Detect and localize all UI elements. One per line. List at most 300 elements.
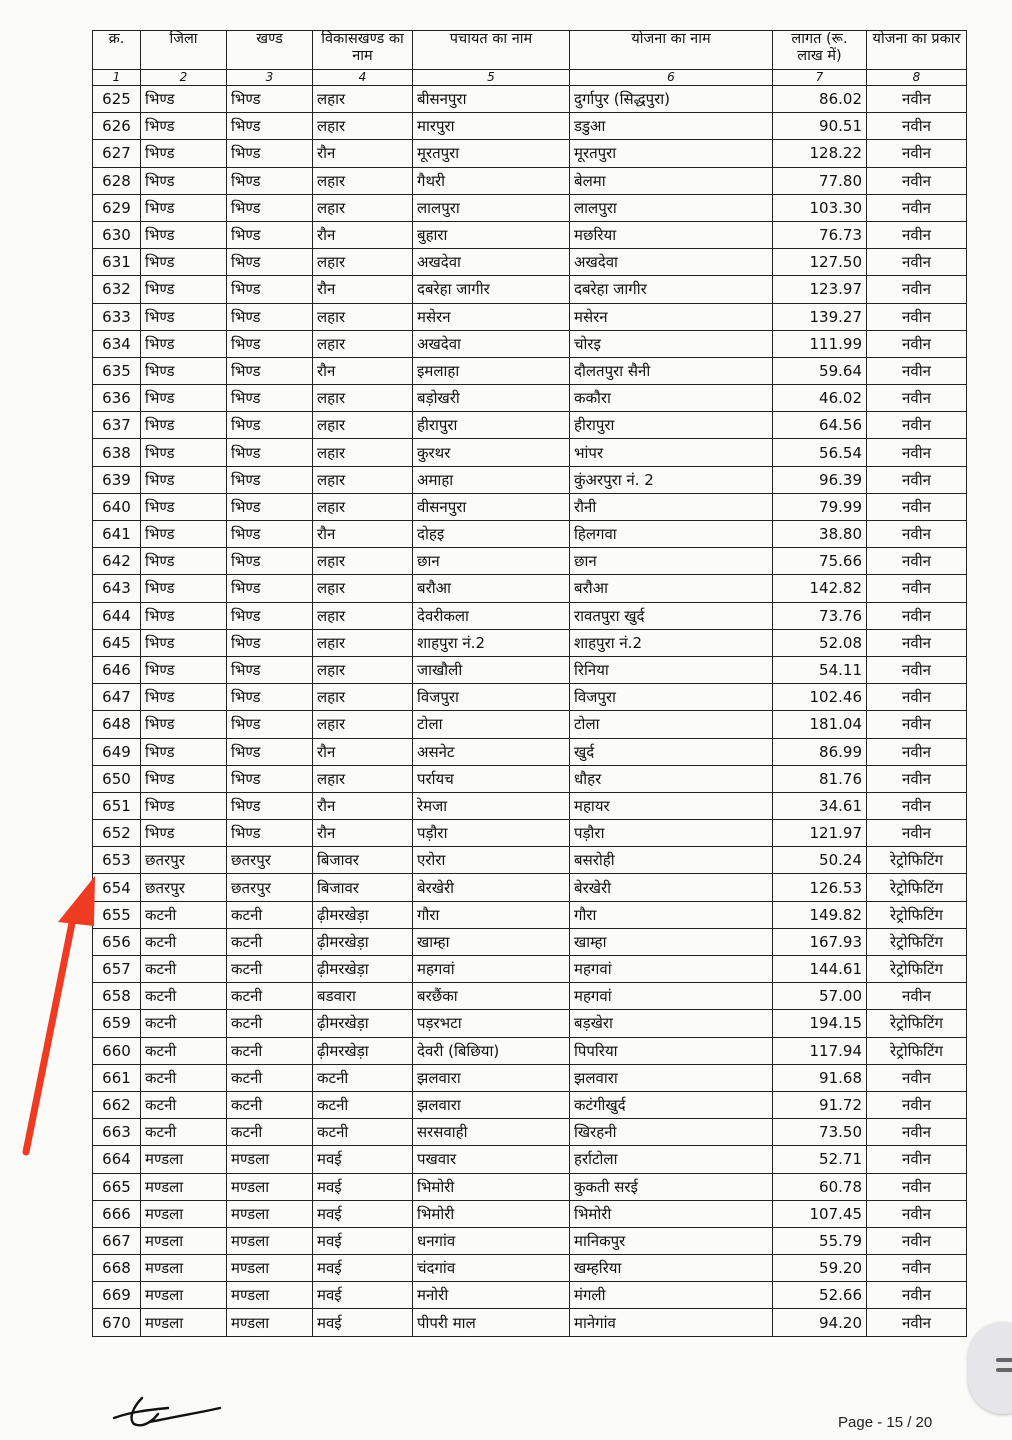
table-cell: नवीन [867, 1200, 967, 1227]
table-cell: 75.66 [773, 548, 867, 575]
scroll-handle-icon[interactable] [968, 1322, 1012, 1414]
table-cell: भिण्ड [141, 249, 227, 276]
table-cell: रावतपुरा खुर्द [570, 602, 773, 629]
table-cell: बसरोही [570, 847, 773, 874]
table-cell: रौनी [570, 493, 773, 520]
table-cell: मवई [313, 1173, 413, 1200]
column-number: 4 [313, 70, 413, 86]
table-cell: लहार [313, 249, 413, 276]
table-cell: 660 [93, 1037, 141, 1064]
table-cell: भिण्ड [227, 439, 313, 466]
table-cell: बिजावर [313, 847, 413, 874]
table-cell: 86.99 [773, 738, 867, 765]
table-cell: मंगली [570, 1282, 773, 1309]
table-cell: भिण्ड [227, 521, 313, 548]
table-cell: नवीन [867, 548, 967, 575]
table-cell: गैथरी [413, 167, 570, 194]
table-cell: दुर्गापुर (सिद्धपुरा) [570, 86, 773, 113]
table-cell: विजपुरा [570, 684, 773, 711]
table-cell: पीपरी माल [413, 1309, 570, 1336]
table-cell: 144.61 [773, 956, 867, 983]
table-cell: लहार [313, 439, 413, 466]
table-cell: रौन [313, 738, 413, 765]
table-cell: 666 [93, 1200, 141, 1227]
table-cell: लहार [313, 412, 413, 439]
table-cell: मसेरन [570, 303, 773, 330]
table-cell: मवई [313, 1227, 413, 1254]
table-cell: खुर्द [570, 738, 773, 765]
table-cell: लहार [313, 629, 413, 656]
table-cell: मछरिया [570, 221, 773, 248]
table-cell: 111.99 [773, 330, 867, 357]
table-cell: 73.76 [773, 602, 867, 629]
table-cell: 103.30 [773, 194, 867, 221]
table-cell: मण्डला [141, 1282, 227, 1309]
table-cell: रौन [313, 221, 413, 248]
table-cell: पिपरिया [570, 1037, 773, 1064]
table-cell: कटनी [227, 928, 313, 955]
table-cell: 127.50 [773, 249, 867, 276]
table-cell: भिण्ड [141, 330, 227, 357]
table-cell: भिण्ड [227, 357, 313, 384]
table-cell: भिण्ड [141, 765, 227, 792]
table-cell: नवीन [867, 629, 967, 656]
table-cell: झलवारा [570, 1064, 773, 1091]
table-cell: भिण्ड [227, 249, 313, 276]
table-cell: भिमोरी [570, 1200, 773, 1227]
table-cell: ढ़ीमरखेड़ा [313, 1037, 413, 1064]
table-cell: 94.20 [773, 1309, 867, 1336]
table-cell: नवीन [867, 276, 967, 303]
table-cell: भिण्ड [141, 656, 227, 683]
table-cell: हिलगवा [570, 521, 773, 548]
table-cell: रेट्रोफिटिंग [867, 874, 967, 901]
table-cell: लालपुरा [570, 194, 773, 221]
table-cell: बरछैंका [413, 983, 570, 1010]
table-cell: नवीन [867, 1173, 967, 1200]
table-cell: नवीन [867, 1091, 967, 1118]
table-cell: कुंअरपुरा नं. 2 [570, 466, 773, 493]
table-cell: अखदेवा [413, 249, 570, 276]
table-cell: नवीन [867, 521, 967, 548]
table-cell: मण्डला [227, 1309, 313, 1336]
table-cell: रौन [313, 140, 413, 167]
table-cell: 181.04 [773, 711, 867, 738]
table-cell: 646 [93, 656, 141, 683]
table-cell: भिण्ड [227, 330, 313, 357]
table-cell: भिण्ड [227, 548, 313, 575]
table-cell: कटनी [141, 1091, 227, 1118]
table-cell: कटंगीखुर्द [570, 1091, 773, 1118]
table-cell: मवई [313, 1255, 413, 1282]
table-cell: कटनी [141, 983, 227, 1010]
table-cell: लहार [313, 330, 413, 357]
header-cell: योजना का प्रकार [867, 31, 967, 70]
table-cell: 627 [93, 140, 141, 167]
table-cell: खम्हरिया [570, 1255, 773, 1282]
table-cell: भिण्ड [141, 221, 227, 248]
table-cell: लालपुरा [413, 194, 570, 221]
table-cell: शाहपुरा नं.2 [413, 629, 570, 656]
table-cell: भिण्ड [227, 113, 313, 140]
table-cell: नवीन [867, 983, 967, 1010]
table-cell: बड़खेरा [570, 1010, 773, 1037]
table-cell: चोरइ [570, 330, 773, 357]
table-cell: भिण्ड [227, 711, 313, 738]
table-cell: अखदेवा [570, 249, 773, 276]
table-cell: ढ़ीमरखेड़ा [313, 1010, 413, 1037]
table-cell: झलवारा [413, 1091, 570, 1118]
table-cell: भिण्ड [141, 385, 227, 412]
table-cell: कटनी [227, 1119, 313, 1146]
table-cell: कटनी [227, 1037, 313, 1064]
table-cell: नवीन [867, 412, 967, 439]
table-cell: 663 [93, 1119, 141, 1146]
header-cell: विकासखण्ड का नाम [313, 31, 413, 70]
table-cell: 55.79 [773, 1227, 867, 1254]
table-cell: 661 [93, 1064, 141, 1091]
table-cell: ढ़ीमरखेड़ा [313, 928, 413, 955]
table-cell: भिण्ड [141, 602, 227, 629]
table-cell: भिण्ड [141, 276, 227, 303]
table-cell: खाम्हा [413, 928, 570, 955]
table-cell: नवीन [867, 1119, 967, 1146]
table-cell: बिजावर [313, 874, 413, 901]
table-cell: 641 [93, 521, 141, 548]
table-cell: मण्डला [227, 1200, 313, 1227]
table-cell: हीरापुरा [413, 412, 570, 439]
table-cell: नवीन [867, 820, 967, 847]
table-cell: अमाहा [413, 466, 570, 493]
table-cell: नवीन [867, 738, 967, 765]
table-cell: 91.68 [773, 1064, 867, 1091]
table-cell: 635 [93, 357, 141, 384]
table-cell: 644 [93, 602, 141, 629]
table-cell: 76.73 [773, 221, 867, 248]
table-cell: 34.61 [773, 792, 867, 819]
table-cell: नवीन [867, 357, 967, 384]
table-cell: 659 [93, 1010, 141, 1037]
table-cell: बरौआ [570, 575, 773, 602]
table-cell: नवीन [867, 765, 967, 792]
table-cell: भिण्ड [227, 602, 313, 629]
table-cell: महायर [570, 792, 773, 819]
table-cell: 640 [93, 493, 141, 520]
table-cell: 651 [93, 792, 141, 819]
table-cell: महगवां [570, 983, 773, 1010]
table-cell: मूरतपुरा [413, 140, 570, 167]
table-cell: 59.64 [773, 357, 867, 384]
table-cell: भिण्ड [141, 439, 227, 466]
table-cell: 645 [93, 629, 141, 656]
table-cell: 649 [93, 738, 141, 765]
table-cell: 52.08 [773, 629, 867, 656]
column-number: 8 [867, 70, 967, 86]
column-number: 6 [570, 70, 773, 86]
table-cell: मण्डला [141, 1227, 227, 1254]
table-cell: टोला [413, 711, 570, 738]
table-cell: नवीन [867, 303, 967, 330]
table-cell: 633 [93, 303, 141, 330]
table-cell: 107.45 [773, 1200, 867, 1227]
column-number: 1 [93, 70, 141, 86]
table-cell: कटनी [313, 1091, 413, 1118]
table-cell: कटनी [141, 1119, 227, 1146]
table-cell: नवीन [867, 602, 967, 629]
table-cell: भिण्ड [141, 412, 227, 439]
table-cell: 639 [93, 466, 141, 493]
table-cell: 658 [93, 983, 141, 1010]
table-cell: दबरेहा जागीर [413, 276, 570, 303]
table-cell: नवीन [867, 194, 967, 221]
table-cell: मण्डला [227, 1146, 313, 1173]
table-cell: बडवारा [313, 983, 413, 1010]
table-cell: 628 [93, 167, 141, 194]
table-cell: कटनी [141, 901, 227, 928]
table-cell: 38.80 [773, 521, 867, 548]
table-cell: नवीन [867, 249, 967, 276]
table-cell: 630 [93, 221, 141, 248]
table-cell: 167.93 [773, 928, 867, 955]
table-cell: नवीन [867, 86, 967, 113]
table-cell: कटनी [313, 1064, 413, 1091]
table-cell: रौन [313, 276, 413, 303]
table-cell: शाहपुरा नं.2 [570, 629, 773, 656]
table-cell: कटनी [313, 1119, 413, 1146]
table-cell: भिण्ड [141, 113, 227, 140]
table-cell: भिण्ड [141, 357, 227, 384]
table-cell: 662 [93, 1091, 141, 1118]
table-cell: 91.72 [773, 1091, 867, 1118]
header-cell: योजना का नाम [570, 31, 773, 70]
table-cell: भिण्ड [141, 629, 227, 656]
table-cell: मारपुरा [413, 113, 570, 140]
table-cell: नवीन [867, 1227, 967, 1254]
table-cell: भिमोरी [413, 1200, 570, 1227]
table-cell: रौन [313, 357, 413, 384]
table-cell: धौहर [570, 765, 773, 792]
table-cell: विजपुरा [413, 684, 570, 711]
table-cell: 96.39 [773, 466, 867, 493]
table-cell: नवीन [867, 684, 967, 711]
table-cell: लहार [313, 765, 413, 792]
table-cell: छतरपुर [141, 847, 227, 874]
table-cell: 647 [93, 684, 141, 711]
table-cell: दोहइ [413, 521, 570, 548]
table-cell: ककौरा [570, 385, 773, 412]
table-cell: बेरखेरी [570, 874, 773, 901]
table-cell: मण्डला [227, 1282, 313, 1309]
table-cell: लहार [313, 194, 413, 221]
table-cell: गौरा [413, 901, 570, 928]
table-cell: 139.27 [773, 303, 867, 330]
table-cell: नवीन [867, 1064, 967, 1091]
header-cell: पचायत का नाम [413, 31, 570, 70]
table-cell: 117.94 [773, 1037, 867, 1064]
table-cell: 642 [93, 548, 141, 575]
table-cell: 626 [93, 113, 141, 140]
table-cell: बड़ोखरी [413, 385, 570, 412]
table-cell: 46.02 [773, 385, 867, 412]
table-cell: रेट्रोफिटिंग [867, 847, 967, 874]
table-cell: नवीन [867, 439, 967, 466]
table-cell: 625 [93, 86, 141, 113]
table-cell: बुहारा [413, 221, 570, 248]
table-cell: 73.50 [773, 1119, 867, 1146]
table-cell: 668 [93, 1255, 141, 1282]
table-cell: रौन [313, 792, 413, 819]
table-cell: भिण्ड [227, 86, 313, 113]
table-cell: पड़रभटा [413, 1010, 570, 1037]
table-cell: सरसवाही [413, 1119, 570, 1146]
table-cell: भिण्ड [227, 194, 313, 221]
table-cell: नवीन [867, 575, 967, 602]
table-cell: 77.80 [773, 167, 867, 194]
table-cell: 52.66 [773, 1282, 867, 1309]
table-cell: कटनी [141, 928, 227, 955]
table-cell: महगवां [570, 956, 773, 983]
table-cell: मवई [313, 1146, 413, 1173]
table-cell: 638 [93, 439, 141, 466]
table-cell: कटनी [141, 1037, 227, 1064]
table-cell: नवीन [867, 711, 967, 738]
table-cell: 81.76 [773, 765, 867, 792]
table-cell: बरौआ [413, 575, 570, 602]
table-cell: रेमजा [413, 792, 570, 819]
table-cell: 54.11 [773, 656, 867, 683]
table-cell: 52.71 [773, 1146, 867, 1173]
table-cell: भिण्ड [227, 385, 313, 412]
table-cell: मूरतपुरा [570, 140, 773, 167]
table-cell: 56.54 [773, 439, 867, 466]
table-cell: हर्राटोला [570, 1146, 773, 1173]
table-cell: मवई [313, 1200, 413, 1227]
column-number: 5 [413, 70, 570, 86]
table-cell: लहार [313, 575, 413, 602]
table-cell: छतरपुर [141, 874, 227, 901]
table-cell: इमलाहा [413, 357, 570, 384]
table-cell: भिण्ड [141, 140, 227, 167]
table-cell: 79.99 [773, 493, 867, 520]
table-cell: नवीन [867, 221, 967, 248]
page-number: Page - 15 / 20 [838, 1414, 933, 1431]
table-cell: जाखौली [413, 656, 570, 683]
table-cell: भिण्ड [141, 493, 227, 520]
table-cell: कटनी [227, 1064, 313, 1091]
table-cell: मण्डला [227, 1173, 313, 1200]
table-cell: कटनी [227, 956, 313, 983]
table-cell: नवीन [867, 167, 967, 194]
table-cell: देवरीकला [413, 602, 570, 629]
table-cell: लहार [313, 548, 413, 575]
table-cell: 149.82 [773, 901, 867, 928]
table-cell: लहार [313, 466, 413, 493]
table-cell: कटनी [141, 1064, 227, 1091]
table-cell: भिण्ड [141, 167, 227, 194]
table-cell: पखवार [413, 1146, 570, 1173]
table-cell: बेरखेरी [413, 874, 570, 901]
table-cell: कटनी [227, 983, 313, 1010]
table-cell: 656 [93, 928, 141, 955]
table-cell: मण्डला [141, 1309, 227, 1336]
table-cell: 636 [93, 385, 141, 412]
table-cell: मण्डला [141, 1146, 227, 1173]
table-cell: 653 [93, 847, 141, 874]
table-cell: देवरी (बिछिया) [413, 1037, 570, 1064]
signature-scribble [108, 1392, 228, 1432]
table-cell: लहार [313, 167, 413, 194]
table-cell: 657 [93, 956, 141, 983]
table-cell: लहार [313, 493, 413, 520]
table-cell: 60.78 [773, 1173, 867, 1200]
table-cell: लहार [313, 303, 413, 330]
table-cell: भिण्ड [141, 548, 227, 575]
table-cell: डडुआ [570, 113, 773, 140]
table-cell: 128.22 [773, 140, 867, 167]
table-cell: मण्डला [227, 1255, 313, 1282]
table-cell: 667 [93, 1227, 141, 1254]
table-cell: भिण्ड [141, 194, 227, 221]
table-cell: छान [570, 548, 773, 575]
table-cell: ढ़ीमरखेड़ा [313, 956, 413, 983]
table-cell: धनगांव [413, 1227, 570, 1254]
table-cell: बीसनपुरा [413, 86, 570, 113]
table-cell: भिण्ड [141, 521, 227, 548]
table-cell: 670 [93, 1309, 141, 1336]
table-cell: छान [413, 548, 570, 575]
table-cell: दबरेहा जागीर [570, 276, 773, 303]
table-cell: मानेगांव [570, 1309, 773, 1336]
table-cell: भिण्ड [227, 684, 313, 711]
table-cell: 655 [93, 901, 141, 928]
table-cell: नवीन [867, 1309, 967, 1336]
table-cell: भिण्ड [141, 575, 227, 602]
table-cell: 90.51 [773, 113, 867, 140]
table-cell: कटनी [227, 1010, 313, 1037]
table-cell: भिण्ड [227, 820, 313, 847]
table-cell: बेलमा [570, 167, 773, 194]
table-cell: एरोरा [413, 847, 570, 874]
table-cell: भिण्ड [227, 466, 313, 493]
table-cell: टोला [570, 711, 773, 738]
table-cell: मण्डला [227, 1227, 313, 1254]
table-cell: भिण्ड [141, 86, 227, 113]
table-cell: 194.15 [773, 1010, 867, 1037]
table-cell: भिण्ड [227, 765, 313, 792]
table-cell: झलवारा [413, 1064, 570, 1091]
header-cell: जिला [141, 31, 227, 70]
table-cell: भिण्ड [227, 575, 313, 602]
table-cell: नवीन [867, 1282, 967, 1309]
table-cell: दौलतपुरा सैनी [570, 357, 773, 384]
table-cell: मवई [313, 1282, 413, 1309]
table-cell: भिण्ड [141, 792, 227, 819]
table-cell: 50.24 [773, 847, 867, 874]
table-cell: मवई [313, 1309, 413, 1336]
table-cell: भिण्ड [141, 466, 227, 493]
table-cell: चंदगांव [413, 1255, 570, 1282]
table-cell: नवीन [867, 493, 967, 520]
table-cell: नवीन [867, 466, 967, 493]
table-cell: 669 [93, 1282, 141, 1309]
table-cell: 631 [93, 249, 141, 276]
table-cell: भिण्ड [141, 684, 227, 711]
table-cell: भिण्ड [227, 792, 313, 819]
table-cell: नवीन [867, 1255, 967, 1282]
table-cell: मसेरन [413, 303, 570, 330]
table-cell: भिण्ड [141, 303, 227, 330]
table-cell: 57.00 [773, 983, 867, 1010]
